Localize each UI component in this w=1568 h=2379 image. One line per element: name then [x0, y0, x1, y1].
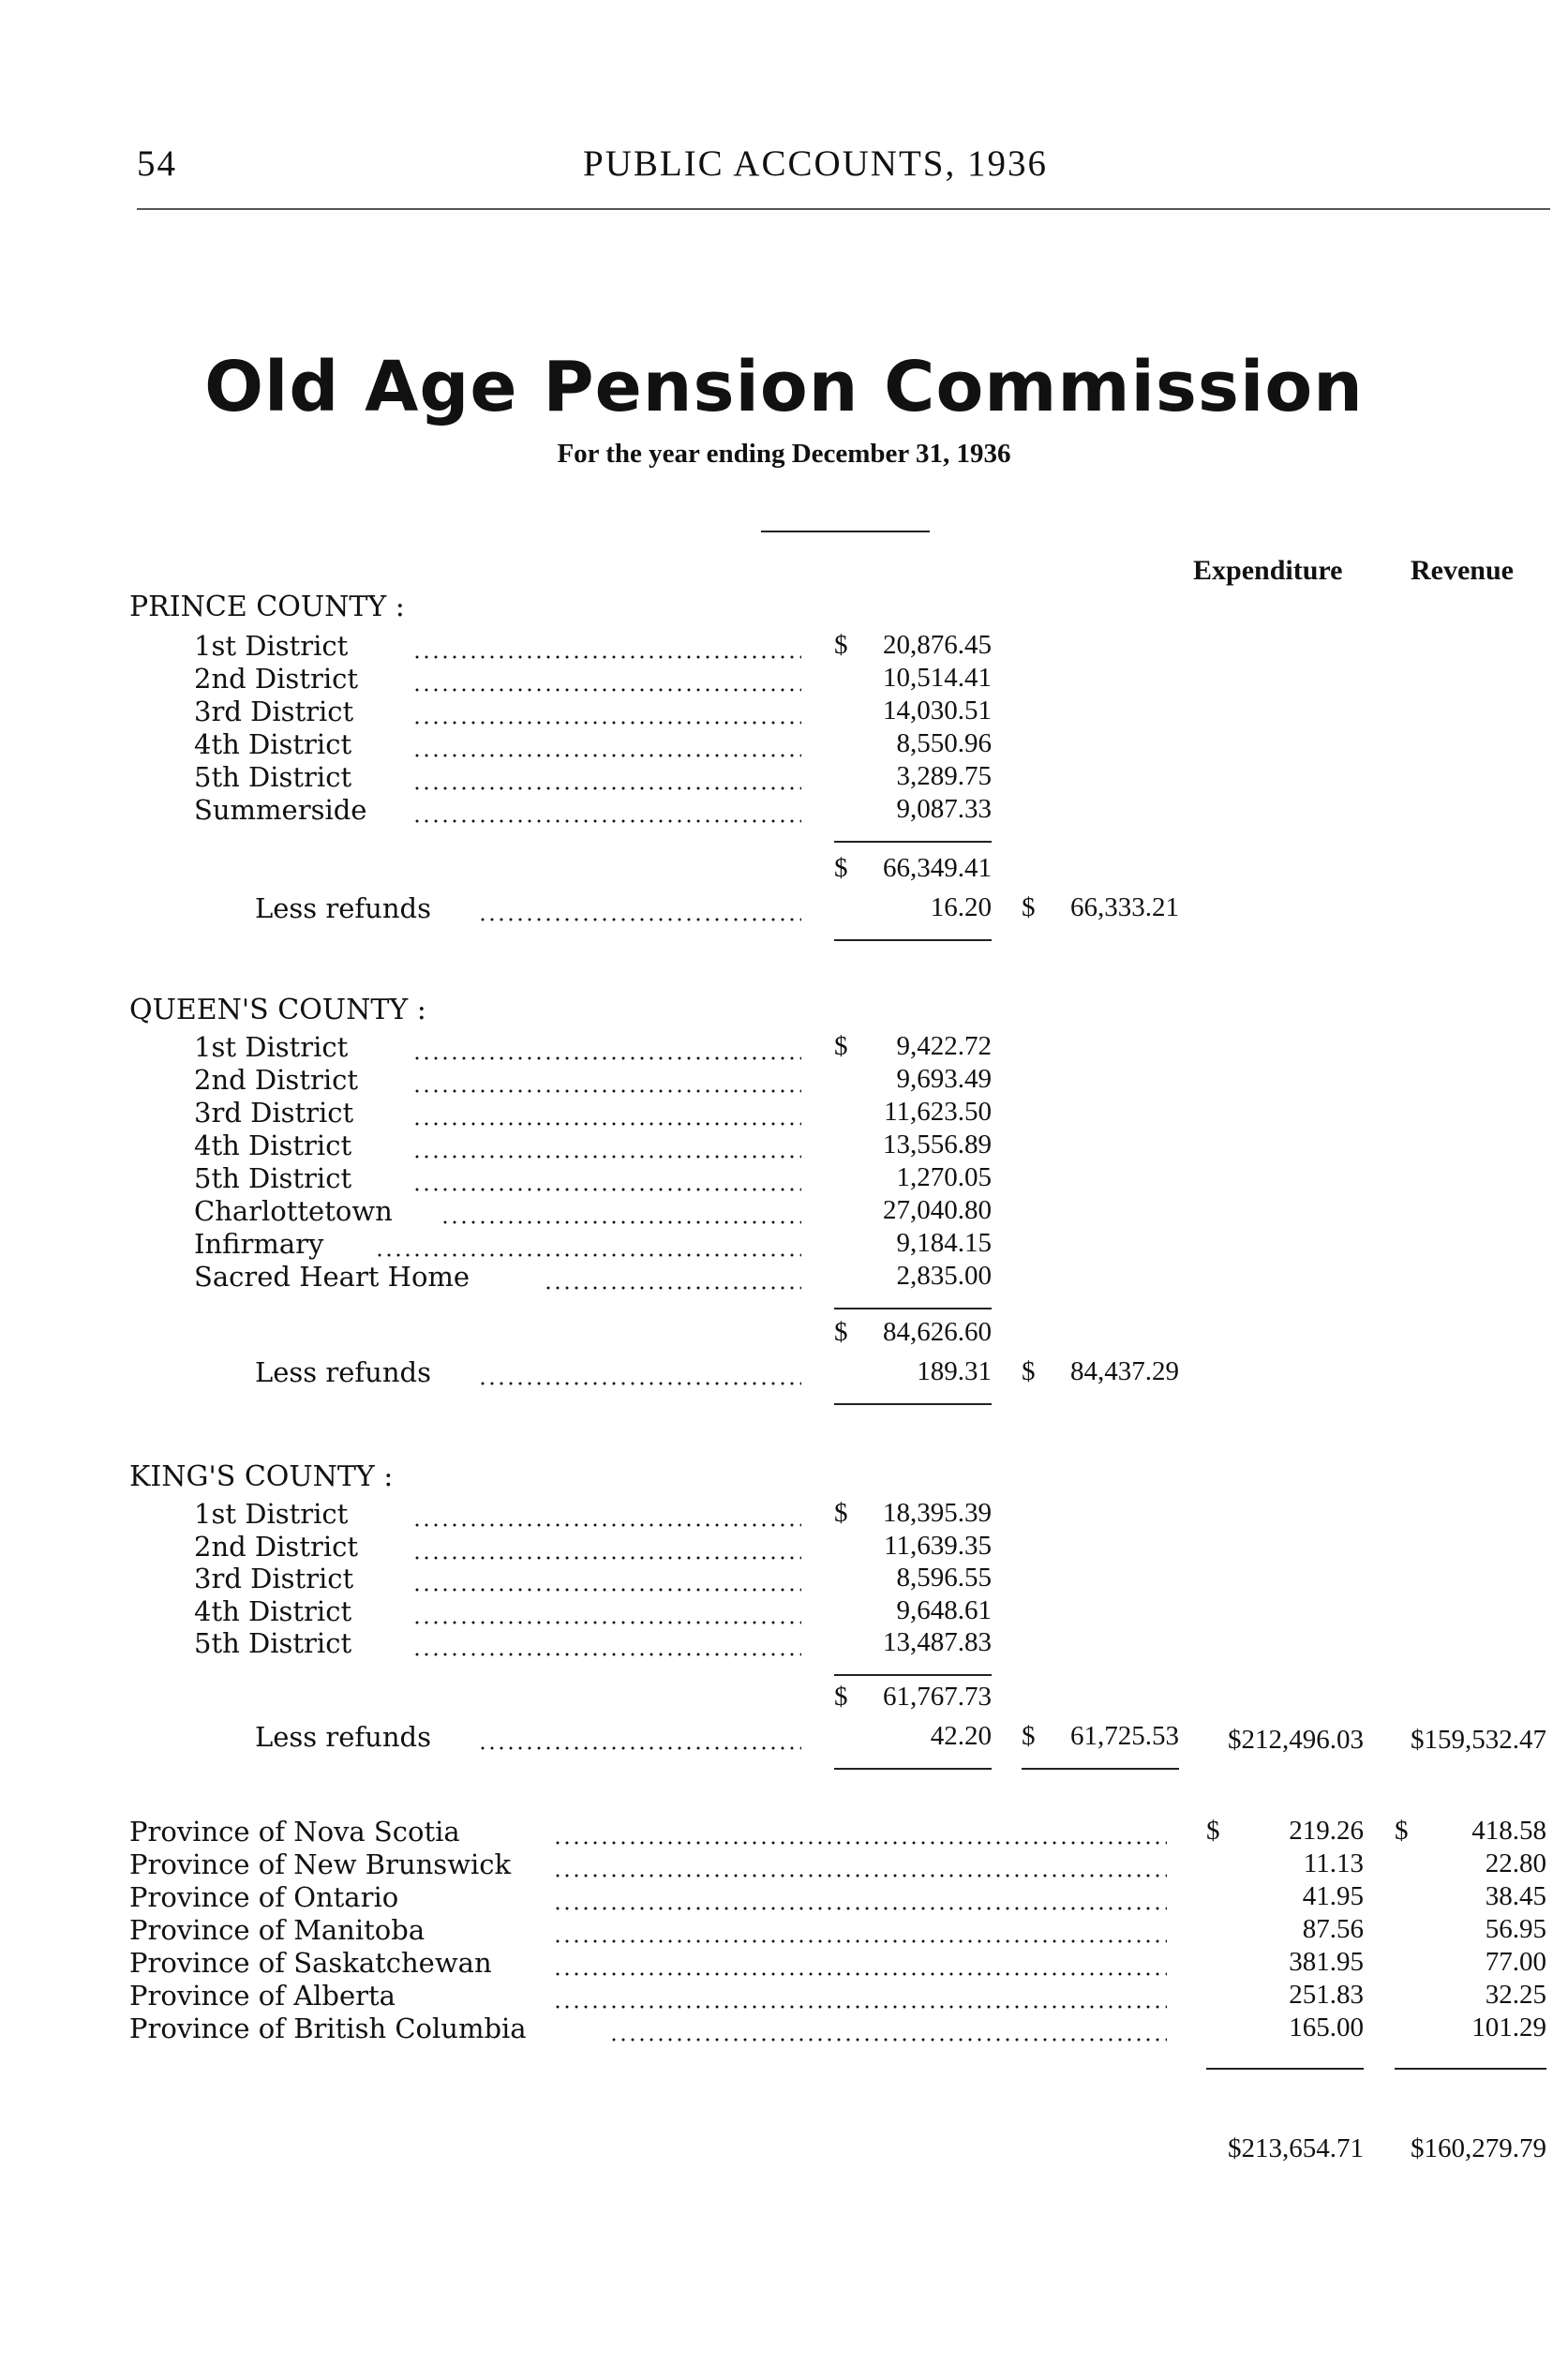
running-header: PUBLIC ACCOUNTS, 1936	[583, 143, 1048, 184]
kings-end-rule	[834, 1768, 992, 1770]
province-row	[129, 1848, 1167, 1881]
prince-subtotal-rule	[834, 841, 992, 843]
refunds-amount: 42.20	[930, 1721, 992, 1751]
district-row	[194, 1261, 801, 1294]
refunds-amount: 16.20	[930, 892, 992, 922]
queens-end-rule	[834, 1403, 992, 1405]
kings-net-rule	[1022, 1768, 1179, 1770]
province-row	[129, 1947, 1167, 1980]
province-row-label: Province of British Columbia	[129, 2012, 527, 2044]
district-row-label: 2nd District	[194, 1064, 359, 1096]
page-number: 54	[137, 143, 177, 184]
district-row	[194, 1031, 801, 1064]
province-revenue: 418.58	[1471, 1816, 1546, 1846]
dot-leader	[412, 1162, 801, 1195]
dot-leader	[412, 1595, 801, 1628]
district-amount: 11,639.35	[884, 1530, 992, 1561]
province-rule-rev	[1395, 2068, 1546, 2070]
dot-leader	[478, 892, 801, 925]
dot-leader	[412, 728, 801, 761]
district-amount: 27,040.80	[883, 1195, 992, 1225]
district-row-label: 2nd District	[194, 1530, 359, 1563]
grand-total-expenditure: $213,654.71	[1228, 2133, 1364, 2163]
district-amount: 1,270.05	[896, 1162, 992, 1192]
district-row	[194, 1595, 801, 1628]
district-amount: 14,030.51	[883, 696, 992, 726]
province-row	[129, 1980, 1167, 2012]
district-row-label: 5th District	[194, 1627, 352, 1659]
dot-leader	[412, 1563, 801, 1595]
header-rule	[137, 208, 1550, 210]
district-amount: 10,514.41	[883, 663, 992, 693]
district-amount: 8,550.96	[896, 728, 992, 758]
dollar-sign: $	[1206, 1816, 1220, 1846]
district-amount: 9,693.49	[896, 1064, 992, 1094]
dot-leader	[412, 794, 801, 827]
dollar-sign: $	[834, 1682, 848, 1712]
dot-leader	[412, 1097, 801, 1130]
province-revenue: 22.80	[1485, 1848, 1546, 1878]
province-expenditure: 41.95	[1302, 1881, 1364, 1911]
district-amount: 13,487.83	[883, 1627, 992, 1657]
district-row	[194, 1130, 801, 1162]
district-row	[194, 630, 801, 663]
province-row-label: Province of New Brunswick	[129, 1848, 512, 1880]
dot-leader	[412, 663, 801, 696]
province-revenue: 101.29	[1471, 2012, 1546, 2042]
dot-leader	[375, 1228, 801, 1261]
province-revenue: 56.95	[1485, 1914, 1546, 1944]
province-row-label: Province of Alberta	[129, 1980, 396, 2012]
prince-end-rule	[834, 939, 992, 941]
district-row-label: 4th District	[194, 1594, 352, 1627]
refunds-row	[255, 892, 801, 925]
column-expenditure: Expenditure	[1193, 555, 1343, 586]
dot-leader	[544, 1261, 801, 1294]
province-revenue: 38.45	[1485, 1881, 1546, 1911]
district-row	[194, 1627, 801, 1660]
dollar-sign: $	[834, 1498, 848, 1528]
dot-leader	[553, 1947, 1167, 1980]
district-amount: 9,184.15	[896, 1228, 992, 1258]
province-row-label: Province of Manitoba	[129, 1914, 426, 1946]
dot-leader	[441, 1195, 801, 1228]
dot-leader	[553, 1914, 1167, 1947]
dollar-sign: $	[834, 1317, 848, 1347]
district-row-label: Charlottetown	[194, 1195, 393, 1227]
kings-heading: KING'S COUNTY :	[129, 1460, 394, 1493]
district-row-label: 3rd District	[194, 696, 354, 727]
page-title: Old Age Pension Commission	[204, 347, 1364, 427]
refunds-row-label: Less refunds	[255, 892, 431, 924]
dot-leader	[553, 1848, 1167, 1881]
province-row	[129, 1816, 1167, 1848]
district-amount: 11,623.50	[884, 1097, 992, 1127]
district-amount: 8,596.55	[896, 1563, 992, 1593]
province-expenditure: 11.13	[1303, 1848, 1364, 1878]
district-row	[194, 794, 801, 827]
district-row-label: 1st District	[194, 1498, 349, 1530]
district-amount: 9,087.33	[896, 794, 992, 824]
page-subtitle: For the year ending December 31, 1936	[557, 439, 1011, 469]
district-row	[194, 663, 801, 696]
province-expenditure: 251.83	[1289, 1980, 1364, 2010]
total-expenditure: $212,496.03	[1228, 1725, 1364, 1755]
district-row-label: 5th District	[194, 1162, 352, 1194]
province-row	[129, 1881, 1167, 1914]
district-row	[194, 1097, 801, 1130]
province-row-label: Province of Nova Scotia	[129, 1816, 460, 1848]
dollar-sign: $	[1022, 892, 1036, 922]
dot-leader	[412, 1627, 801, 1660]
province-rule-exp	[1206, 2068, 1364, 2070]
district-row-label: 2nd District	[194, 663, 359, 695]
dollar-sign: $	[1022, 1721, 1036, 1751]
district-row	[194, 696, 801, 728]
district-amount: 20,876.45	[883, 630, 992, 660]
district-row-label: Infirmary	[194, 1228, 324, 1260]
dollar-sign: $	[834, 1031, 848, 1061]
grand-total-revenue: $160,279.79	[1411, 2133, 1546, 2163]
refunds-row	[255, 1356, 801, 1389]
district-row-label: 4th District	[194, 1130, 352, 1161]
district-row	[194, 1563, 801, 1595]
refunds-row-label: Less refunds	[255, 1356, 431, 1388]
dot-leader	[412, 761, 801, 794]
district-row-label: Summerside	[194, 794, 367, 826]
subtotal-amount: 84,626.60	[883, 1317, 992, 1347]
dot-leader	[412, 1064, 801, 1097]
province-expenditure: 87.56	[1302, 1914, 1364, 1944]
dollar-sign: $	[1395, 1816, 1409, 1846]
dot-leader	[553, 1816, 1167, 1848]
subtotal-amount: 61,767.73	[883, 1682, 992, 1712]
subtotal-amount: 66,349.41	[883, 853, 992, 883]
title-rule	[761, 531, 930, 532]
district-row	[194, 728, 801, 761]
province-row-label: Province of Saskatchewan	[129, 1947, 492, 1979]
dot-leader	[609, 2012, 1167, 2045]
queens-heading: QUEEN'S COUNTY :	[129, 994, 426, 1026]
dot-leader	[412, 630, 801, 663]
prince-heading: PRINCE COUNTY :	[129, 591, 405, 623]
district-amount: 18,395.39	[883, 1498, 992, 1528]
district-row	[194, 1162, 801, 1195]
district-row	[194, 1531, 801, 1564]
dot-leader	[412, 1531, 801, 1564]
province-expenditure: 165.00	[1289, 2012, 1364, 2042]
dot-leader	[553, 1980, 1167, 2012]
district-row	[194, 1228, 801, 1261]
district-amount: 9,648.61	[896, 1594, 992, 1625]
refunds-row-label: Less refunds	[255, 1721, 431, 1753]
district-row-label: 5th District	[194, 761, 352, 793]
refunds-amount: 189.31	[917, 1356, 992, 1386]
queens-subtotal-rule	[834, 1308, 992, 1309]
district-row	[194, 1064, 801, 1097]
total-revenue: $159,532.47	[1411, 1725, 1546, 1755]
district-row	[194, 761, 801, 794]
district-row-label: Sacred Heart Home	[194, 1261, 470, 1293]
dollar-sign: $	[834, 853, 848, 883]
district-amount: 9,422.72	[896, 1031, 992, 1061]
province-expenditure: 219.26	[1289, 1816, 1364, 1846]
net-amount: 84,437.29	[1070, 1356, 1179, 1386]
district-amount: 13,556.89	[883, 1130, 992, 1160]
net-amount: 66,333.21	[1070, 892, 1179, 922]
refunds-row	[255, 1721, 801, 1754]
district-row-label: 3rd District	[194, 1097, 354, 1129]
province-row	[129, 1914, 1167, 1947]
dot-leader	[553, 1881, 1167, 1914]
dot-leader	[478, 1356, 801, 1389]
dollar-sign: $	[1022, 1356, 1036, 1386]
province-revenue: 32.25	[1485, 1980, 1546, 2010]
province-revenue: 77.00	[1485, 1947, 1546, 1977]
province-expenditure: 381.95	[1289, 1947, 1364, 1977]
district-row-label: 1st District	[194, 1031, 349, 1063]
net-amount: 61,725.53	[1070, 1721, 1179, 1751]
province-row-label: Province of Ontario	[129, 1881, 399, 1913]
column-revenue: Revenue	[1411, 555, 1514, 586]
dot-leader	[412, 1498, 801, 1531]
district-row-label: 1st District	[194, 630, 349, 662]
dollar-sign: $	[834, 630, 848, 660]
district-row-label: 3rd District	[194, 1563, 354, 1594]
district-row	[194, 1195, 801, 1228]
district-amount: 3,289.75	[896, 761, 992, 791]
kings-subtotal-rule	[834, 1674, 992, 1676]
district-row-label: 4th District	[194, 728, 352, 760]
dot-leader	[412, 1031, 801, 1064]
district-row	[194, 1498, 801, 1531]
province-row	[129, 2012, 1167, 2045]
dot-leader	[412, 1130, 801, 1162]
district-amount: 2,835.00	[896, 1261, 992, 1291]
dot-leader	[478, 1721, 801, 1754]
dot-leader	[412, 696, 801, 728]
